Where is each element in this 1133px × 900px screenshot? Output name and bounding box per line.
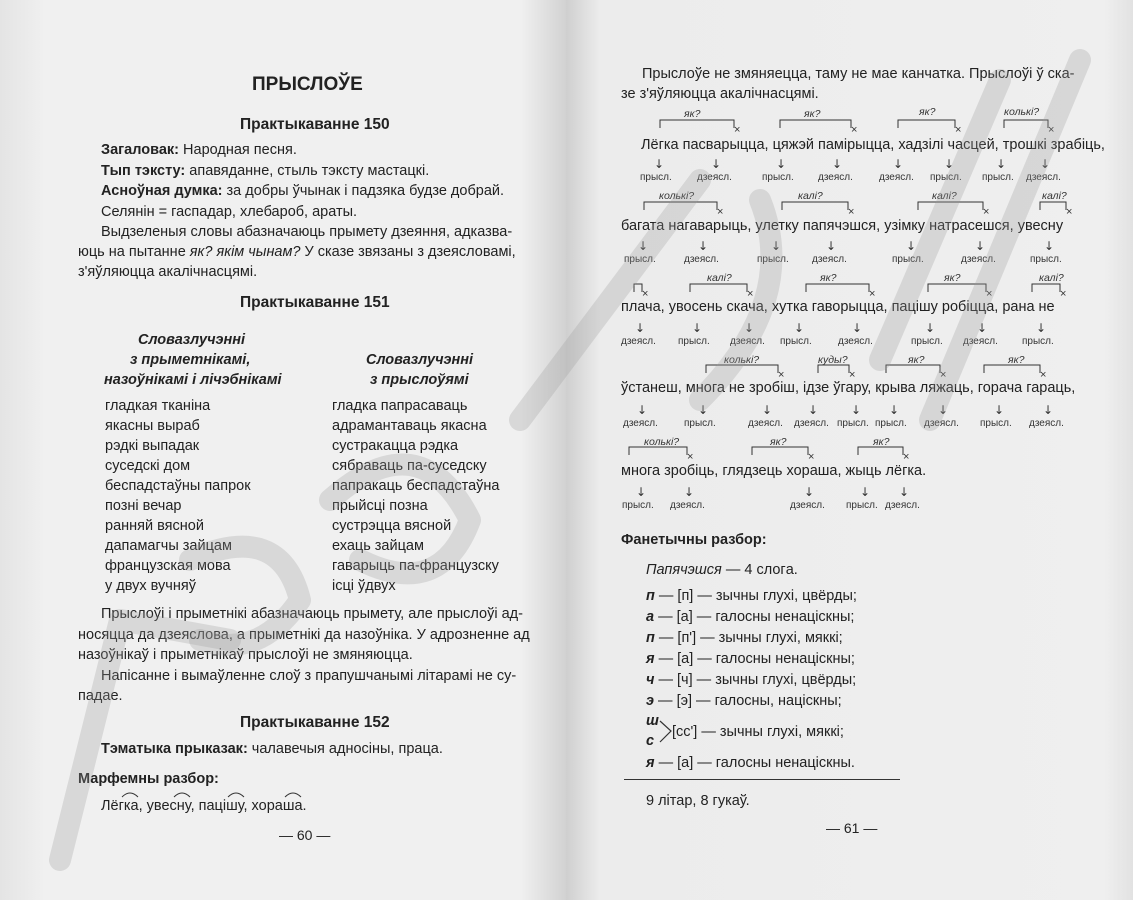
question-label: колькі? [659,190,695,202]
question-label: як? [944,272,961,284]
part-of-speech-label: прысл. [911,336,943,347]
synonyms-line: Селянін = гаспадар, хлебароб, араты. [101,204,358,220]
question-bracket [1032,284,1060,292]
down-arrow-icon: ↓ [1036,321,1047,335]
down-arrow-icon: ↓ [711,157,722,171]
down-arrow-icon: ↓ [1040,157,1051,171]
part-of-speech-label: дзеясл. [623,418,658,429]
cross-mark: × [848,206,855,218]
morpheme-heading: Марфемны разбор: [78,771,219,787]
combined-desc: [сс'] — зычны глухі, мяккі; [672,724,844,740]
analysis-sentence: многа зробіць, глядзець хораша, жыць лёгка. [621,463,927,479]
down-arrow-icon: ↓ [637,403,648,417]
question-label: як? [820,272,837,284]
morpheme-words: Лёгка, увесну, пацішу, хораша. [101,798,307,814]
question-bracket [918,202,983,210]
part-of-speech-label: дзеясл. [924,418,959,429]
down-arrow-icon: ↓ [860,485,871,499]
analysis-sentence: плача, увосень скача, хутка гаворыцца, пацішу робіцца, рана не [621,299,1055,315]
exercise-150-heading: Практыкаванне 150 [240,116,390,133]
list-item: ісці ўдвух [332,578,396,594]
part-of-speech-label: дзеясл. [684,254,719,265]
analysis-sentence: Лёгка пасварыцца, цяжэй памірыцца, хадзілі часцей, трошкі зрабіць, [641,137,1105,153]
question-label: як? [919,106,936,118]
column-1-heading: Словазлучэнні [138,332,246,348]
down-arrow-icon: ↓ [638,239,649,253]
list-item: французская мова [105,558,231,574]
question-label: калі? [932,190,957,202]
phonetic-row: я — [а] — галосны ненаціскны. [646,755,855,771]
intro-line: Прыслоўе не змяняецца, таму не мае канчатка. Прыслоўі ў ска- [642,66,1075,82]
main-idea-line: Асноўная думка: за добры ўчынак і падзяка будзе добрай. [101,183,505,199]
question-bracket [984,365,1040,373]
down-arrow-icon: ↓ [1043,403,1054,417]
cross-mark: × [983,206,990,218]
part-of-speech-label: дзеясл. [794,418,829,429]
down-arrow-icon: ↓ [698,239,709,253]
down-arrow-icon: ↓ [744,321,755,335]
down-arrow-icon: ↓ [938,403,949,417]
paragraph-line: з'яўляюцца акалічнасцямі. [78,264,258,280]
ending-arc-mark [122,793,138,797]
cross-mark: × [940,369,947,381]
list-item: гладкая тканіна [105,398,211,414]
question-label: калі? [1042,190,1067,202]
list-item: дапамагчы зайцам [105,538,232,554]
down-arrow-icon: ↓ [832,157,843,171]
question-bracket [1004,120,1048,128]
down-arrow-icon: ↓ [654,157,665,171]
part-of-speech-label: прысл. [837,418,869,429]
list-item: сустракацца рэдка [332,438,459,454]
cross-mark: × [687,451,694,463]
part-of-speech-label: дзеясл. [670,500,705,511]
cross-mark: × [717,206,724,218]
down-arrow-icon: ↓ [893,157,904,171]
question-label: колькі? [1004,106,1040,118]
down-arrow-icon: ↓ [804,485,815,499]
question-label: як? [804,108,821,120]
down-arrow-icon: ↓ [994,403,1005,417]
down-arrow-icon: ↓ [852,321,863,335]
question-label: калі? [1039,272,1064,284]
list-item: у двух вучняў [105,578,196,594]
down-arrow-icon: ↓ [899,485,910,499]
down-arrow-icon: ↓ [808,403,819,417]
part-of-speech-label: дзеясл. [879,172,914,183]
phonetic-row: я — [а] — галосны ненаціскны; [646,651,855,667]
question-bracket [898,120,955,128]
question-label: як? [770,436,787,448]
part-of-speech-label: дзеясл. [730,336,765,347]
question-bracket [858,447,903,455]
down-arrow-icon: ↓ [889,403,900,417]
proverb-topic-line: Тэматыка прыказак: чалавечыя адносіны, праца. [101,741,443,757]
part-of-speech-label: прысл. [684,418,716,429]
part-of-speech-label: прысл. [624,254,656,265]
divider [624,779,900,780]
phonetic-row: э — [э] — галосны, націскны; [646,693,842,709]
down-arrow-icon: ↓ [977,321,988,335]
list-item: рэдкі выпадак [105,438,200,454]
cross-mark: × [1066,206,1073,218]
down-arrow-icon: ↓ [944,157,955,171]
down-arrow-icon: ↓ [996,157,1007,171]
part-of-speech-label: дзеясл. [621,336,656,347]
page-number: — 61 — [826,820,878,836]
part-of-speech-label: прысл. [982,172,1014,183]
ending-arc-mark [228,793,244,797]
column-1-heading: з прыметнікамі, [130,352,251,368]
paragraph-line: Выдзеленыя словы абазначаюць прымету дзеяння, адказва- [101,224,513,240]
exercise-152-heading: Практыкаванне 152 [240,714,390,731]
down-arrow-icon: ↓ [636,485,647,499]
combined-letter: ш [646,713,659,729]
type-line: Тып тэксту: апавяданне, стыль тэксту мастацкі. [101,163,430,179]
ending-arc-mark [285,793,301,797]
cross-mark: × [1060,288,1067,300]
phonetic-heading: Фанетычны разбор: [621,532,767,548]
question-bracket [806,284,869,292]
column-1-heading: назоўнікамі і лічэбнікамі [104,372,282,388]
down-arrow-icon: ↓ [1044,239,1055,253]
part-of-speech-label: прысл. [846,500,878,511]
paragraph-line: носяцца да дзеяслова, а прыметнікі да назоўніка. У адрозненне ад [78,627,530,643]
list-item: ехаць зайцам [332,538,424,554]
part-of-speech-label: прысл. [1022,336,1054,347]
question-bracket [1040,202,1066,210]
cross-mark: × [903,451,910,463]
paragraph-line: Прыслоўі і прыметнікі абазначаюць прымету, але прыслоўі ад- [101,606,523,622]
part-of-speech-label: прысл. [780,336,812,347]
phonetic-row: п — [п] — зычны глухі, цвёрды; [646,588,857,604]
question-label: як? [908,354,925,366]
list-item: суседскі дом [105,458,191,474]
list-item: папракаць беспадстаўна [332,478,500,494]
part-of-speech-label: дзеясл. [885,500,920,511]
cross-mark: × [849,369,856,381]
right-page [566,0,1133,900]
question-bracket [752,447,808,455]
phonetic-word-line: Папячэшся — 4 слогa. [646,562,798,578]
cross-mark: × [986,288,993,300]
question-label: калі? [798,190,823,202]
adverb-phrases-list [332,396,499,596]
syntax-diagram [566,0,1133,520]
cross-mark: × [955,124,962,136]
question-label: калі? [707,272,732,284]
down-arrow-icon: ↓ [692,321,703,335]
question-bracket [780,120,851,128]
cross-mark: × [642,288,649,300]
question-bracket [644,202,717,210]
list-item: адрамантаваць якасна [332,418,487,434]
paragraph-line: юць на пытанне як? якім чынам? У сказе звязаны з дзеясловамі, [78,244,516,260]
intro-line: зе з'яўляюцца акалічнасцямі. [621,86,819,102]
down-arrow-icon: ↓ [851,403,862,417]
part-of-speech-label: прысл. [757,254,789,265]
question-label: як? [684,108,701,120]
part-of-speech-label: дзеясл. [963,336,998,347]
paragraph-line: назоўнікаў і прыметнікаў прыслоўі не змяняюцца. [78,647,413,663]
question-bracket [886,365,940,373]
down-arrow-icon: ↓ [925,321,936,335]
list-item: беспадстаўны папрок [105,478,251,494]
list-item: ранняй вясной [105,518,204,534]
question-label: як? [873,436,890,448]
analysis-sentence: багата нагаварыць, улетку папячэшся, узімку натрасешся, увесну [621,218,1064,234]
page-title: ПРЫСЛОЎЕ [252,74,363,95]
column-2-heading: з прыслоўямі [370,372,469,388]
cross-mark: × [808,451,815,463]
cross-mark: × [851,124,858,136]
phonetic-rows [646,586,857,712]
part-of-speech-label: дзеясл. [818,172,853,183]
page-number: — 60 — [279,827,331,843]
down-arrow-icon: ↓ [794,321,805,335]
cross-mark: × [1040,369,1047,381]
list-item: гладка папрасаваць [332,398,468,414]
list-item: сябраваць па-суседску [332,458,487,474]
title-line: Загаловак: Народная песня. [101,142,297,158]
phonetic-row: ч — [ч] — зычны глухі, цвёрды; [646,672,857,688]
column-2-heading: Словазлучэнні [366,352,474,368]
down-arrow-icon: ↓ [635,321,646,335]
part-of-speech-label: дзеясл. [697,172,732,183]
phonetic-row: а — [а] — галосны ненаціскны; [646,609,855,625]
adjective-phrases-list [105,396,251,596]
down-arrow-icon: ↓ [698,403,709,417]
part-of-speech-label: прысл. [678,336,710,347]
part-of-speech-label: прысл. [875,418,907,429]
list-item: прыйсці позна [332,498,428,514]
question-bracket [634,284,642,292]
phonetic-row: п — [п'] — зычны глухі, мяккі; [646,630,843,646]
list-item: позні вечар [105,498,182,514]
question-bracket [660,120,734,128]
part-of-speech-label: прысл. [1030,254,1062,265]
cross-mark: × [734,124,741,136]
cross-mark: × [869,288,876,300]
cross-mark: × [1048,124,1055,136]
part-of-speech-label: дзеясл. [961,254,996,265]
part-of-speech-label: прысл. [622,500,654,511]
part-of-speech-label: дзеясл. [748,418,783,429]
ending-arc-mark [174,793,190,797]
question-label: як? [1008,354,1025,366]
phonetic-summary: 9 літар, 8 гукаў. [646,793,750,809]
question-label: колькі? [724,354,760,366]
combined-letter: с [646,733,655,749]
left-page [0,0,566,900]
part-of-speech-label: прысл. [762,172,794,183]
down-arrow-icon: ↓ [906,239,917,253]
part-of-speech-label: прысл. [892,254,924,265]
part-of-speech-label: дзеясл. [838,336,873,347]
question-label: куды? [818,354,848,366]
exercise-151-heading: Практыкаванне 151 [240,294,390,311]
part-of-speech-label: дзеясл. [812,254,847,265]
down-arrow-icon: ↓ [826,239,837,253]
list-item: якасны выраб [105,418,200,434]
question-bracket [690,284,747,292]
part-of-speech-label: прысл. [980,418,1012,429]
list-item: сустрэцца вясной [332,518,452,534]
down-arrow-icon: ↓ [776,157,787,171]
question-bracket [629,447,687,455]
part-of-speech-label: дзеясл. [790,500,825,511]
question-bracket [782,202,848,210]
question-bracket [706,365,778,373]
question-bracket [818,365,849,373]
cross-mark: × [747,288,754,300]
paragraph-line: Напісанне і вымаўленне слоў з прапушчанымі літарамі не су- [101,668,517,684]
part-of-speech-label: прысл. [640,172,672,183]
list-item: гаварыць па-французску [332,558,499,574]
down-arrow-icon: ↓ [762,403,773,417]
question-bracket [928,284,986,292]
down-arrow-icon: ↓ [975,239,986,253]
part-of-speech-label: дзеясл. [1029,418,1064,429]
morpheme-marks [100,787,310,799]
down-arrow-icon: ↓ [684,485,695,499]
paragraph-line: падае. [78,688,123,704]
cross-mark: × [778,369,785,381]
question-label: колькі? [644,436,680,448]
analysis-sentence: ўстанеш, многа не зробіш, ідзе ўгару, крыва ляжаць, горача гараць, [621,380,1076,396]
part-of-speech-label: прысл. [930,172,962,183]
part-of-speech-label: дзеясл. [1026,172,1061,183]
down-arrow-icon: ↓ [771,239,782,253]
